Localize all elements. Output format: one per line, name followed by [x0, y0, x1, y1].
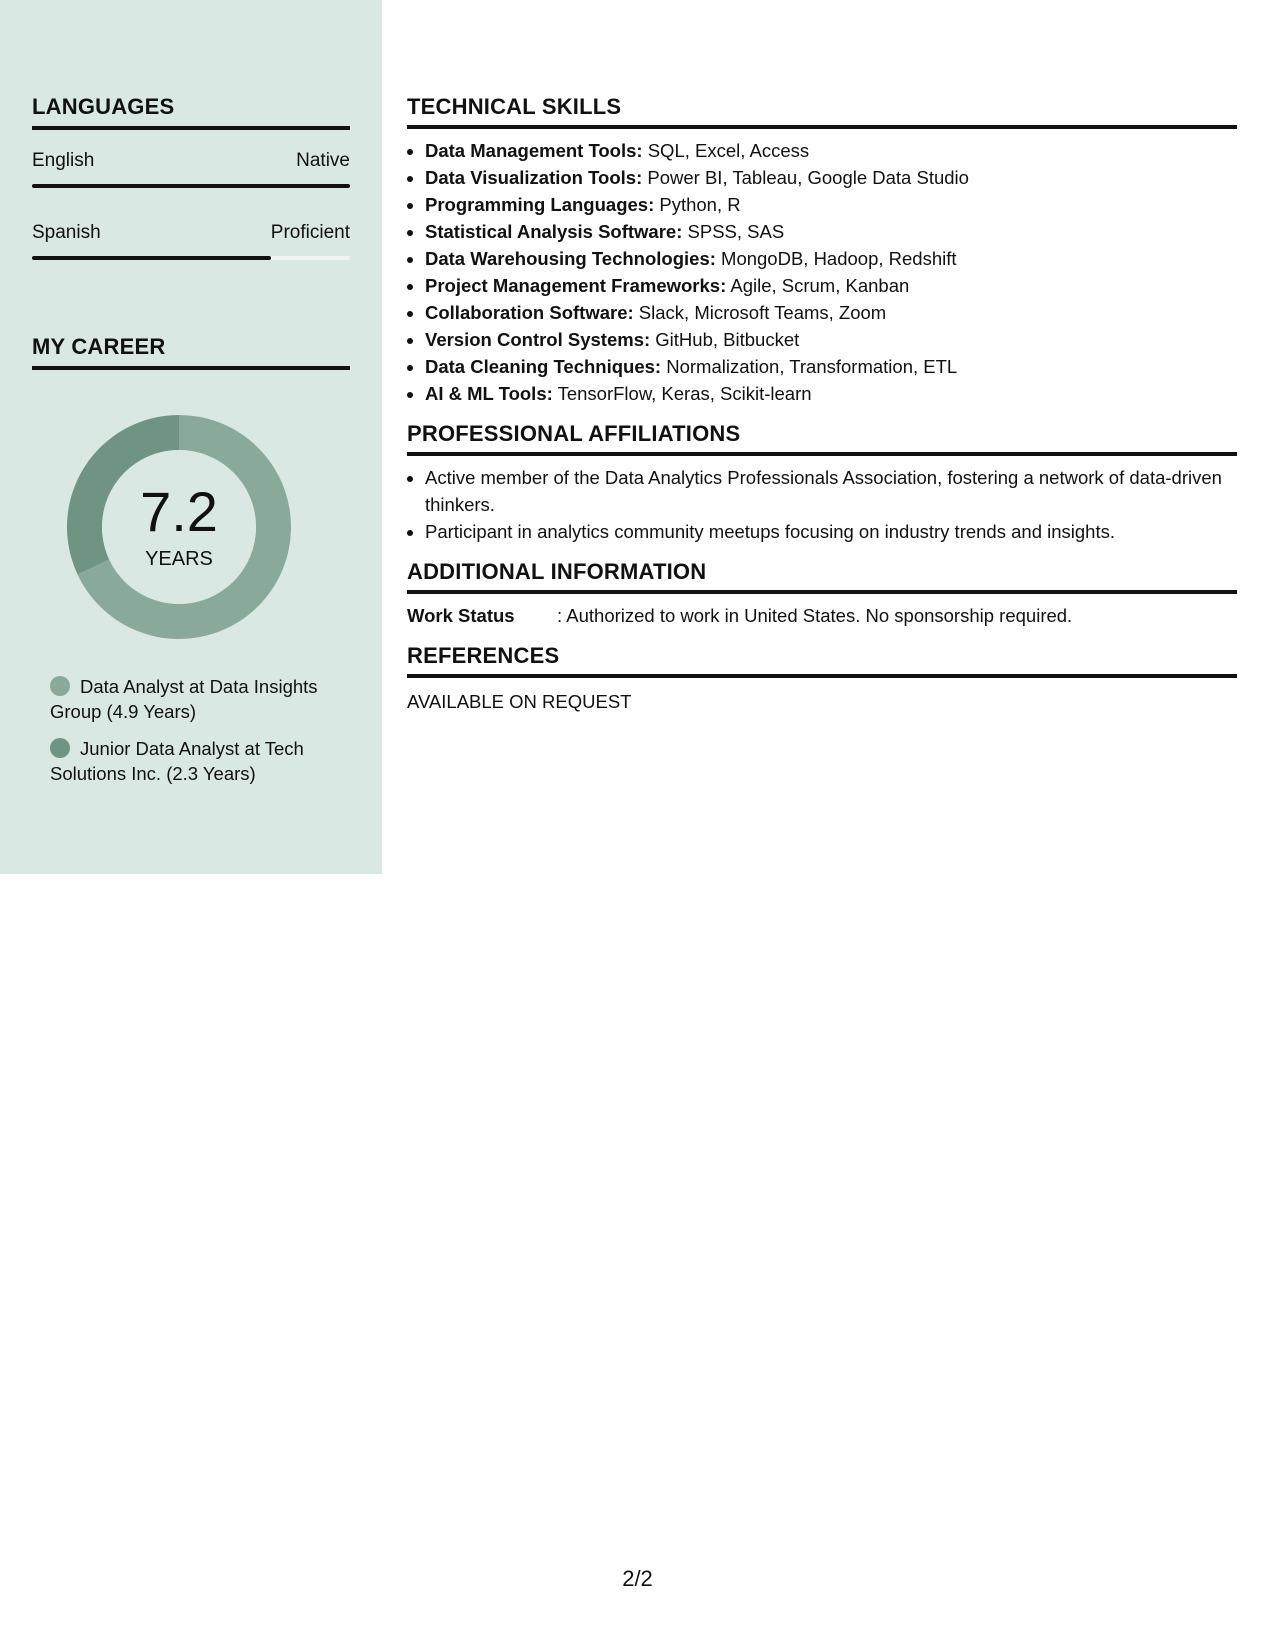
language-proficiency-bar — [32, 184, 350, 188]
language-item — [32, 222, 350, 260]
affiliations-section — [407, 421, 1237, 545]
additional-info-section — [407, 559, 1237, 629]
skill-label: Statistical Analysis Software: — [425, 221, 683, 242]
work-status-label: Work Status — [407, 605, 515, 626]
skill-item — [425, 191, 1237, 218]
references-text: AVAILABLE ON REQUEST — [407, 691, 632, 712]
language-level: Proficient — [270, 222, 350, 243]
skill-label: Version Control Systems: — [425, 329, 651, 350]
career-total-unit: YEARS — [145, 548, 213, 570]
career-total-value: 7.2 — [140, 480, 218, 543]
language-proficiency-fill — [32, 256, 271, 260]
work-status-row — [407, 602, 1237, 629]
career-donut-chart — [66, 414, 292, 640]
legend-label: Data Analyst at Data Insights Group (4.9 Years) — [50, 676, 318, 722]
legend-item — [50, 674, 340, 724]
list-item: • Participant in analytics community meetups focusing on industry trends and insights. — [425, 518, 1237, 545]
technical-skills-title: TECHNICAL SKILLS — [407, 94, 1237, 129]
affiliations-title: PROFESSIONAL AFFILIATIONS — [407, 421, 1237, 456]
career-legend — [50, 674, 340, 798]
references-section — [407, 643, 1237, 715]
legend-label: Junior Data Analyst at Tech Solutions Inc. (2.3 Years) — [50, 738, 304, 784]
sidebar — [0, 0, 382, 874]
skill-item — [425, 326, 1237, 353]
legend-dot-icon — [50, 738, 70, 758]
skill-item — [425, 353, 1237, 380]
skill-item — [425, 299, 1237, 326]
skill-item — [425, 272, 1237, 299]
skill-label: Programming Languages: — [425, 194, 655, 215]
skill-label: Collaboration Software: — [425, 302, 634, 323]
skill-label: Data Management Tools: — [425, 140, 643, 161]
list-item: • Active member of the Data Analytics Professionals Association, fostering a network of data-driven thinkers. — [425, 464, 1237, 518]
skill-item — [425, 218, 1237, 245]
legend-dot-icon — [50, 676, 70, 696]
skill-label: Data Visualization Tools: — [425, 167, 643, 188]
skill-value: SQL, Excel, Access — [642, 140, 810, 161]
skill-value: Slack, Microsoft Teams, Zoom — [633, 302, 887, 323]
skill-label: Data Cleaning Techniques: — [425, 356, 662, 377]
language-name: Spanish — [32, 222, 101, 243]
skill-value: Python, R — [654, 194, 741, 215]
references-title: REFERENCES — [407, 643, 1237, 678]
skill-label: AI & ML Tools: — [425, 383, 553, 404]
skill-item — [425, 137, 1237, 164]
language-level: Native — [296, 150, 350, 171]
language-name: English — [32, 150, 95, 171]
languages-section — [32, 94, 350, 260]
skill-value: Agile, Scrum, Kanban — [726, 275, 910, 296]
skill-item — [425, 380, 1237, 407]
skill-label: Data Warehousing Technologies: — [425, 248, 716, 269]
skill-label: Project Management Frameworks: — [425, 275, 727, 296]
skill-value: Normalization, Transformation, ETL — [661, 356, 958, 377]
skill-value: TensorFlow, Keras, Scikit-learn — [552, 383, 812, 404]
main-content — [407, 94, 1237, 729]
languages-title: LANGUAGES — [32, 94, 350, 130]
skill-item — [425, 245, 1237, 272]
skill-value: MongoDB, Hadoop, Redshift — [715, 248, 957, 269]
technical-skills-section — [407, 94, 1237, 407]
skill-item — [425, 164, 1237, 191]
language-proficiency-bar — [32, 256, 350, 260]
legend-item — [50, 736, 340, 786]
career-section — [32, 334, 350, 370]
skill-value: GitHub, Bitbucket — [650, 329, 800, 350]
technical-skills-list — [407, 137, 1237, 407]
career-title: MY CAREER — [32, 334, 350, 370]
skill-value: Power BI, Tableau, Google Data Studio — [642, 167, 969, 188]
page-number: 2/2 — [622, 1566, 653, 1591]
work-status-value: : Authorized to work in United States. No sponsorship required. — [557, 605, 1073, 626]
affiliations-list — [407, 464, 1237, 545]
additional-info-title: ADDITIONAL INFORMATION — [407, 559, 1237, 594]
skill-value: SPSS, SAS — [682, 221, 785, 242]
language-proficiency-fill — [32, 184, 350, 188]
language-item — [32, 150, 350, 188]
